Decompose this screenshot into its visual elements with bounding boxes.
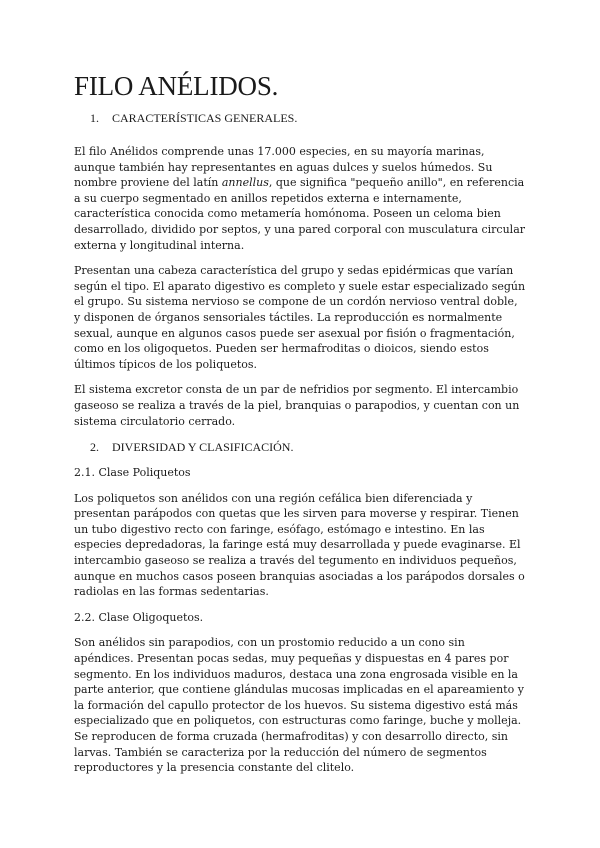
section-heading-diversity	[90, 439, 526, 455]
paragraph-text-cont: , que significa "pequeño anillo", en referencia a su cuerpo segmentado en anillos repetidos externa e internamente, característica conocida como metamería homónoma. Poseen un celoma bien desarrollado, dividido por septos, y una pared corporal con musculatura circular externa y longitudinal interna.	[74, 176, 526, 252]
paragraph-poliquetos: Los poliquetos son anélidos con una región cefálica bien diferenciada y presentan parápodos con quetas que les sirven para moverse y respirar. Tienen un tubo digestivo recto con faringe, esófago, estómago e intestino. En las especies depredadoras, la faringe está muy desarrollada y puede evaginarse. El intercambio gaseoso se realiza a través del tegumento en individuos pequeños, aunque en muchos casos poseen branquias asociadas a los parápodos dorsales o radiolas en las formas sedentarias.	[74, 491, 525, 599]
section-title: DIVERSIDAD Y CLASIFICACIÓN.	[112, 440, 294, 455]
page-title: FILO ANÉLIDOS.	[74, 71, 279, 101]
latin-term: annellus	[221, 176, 269, 190]
paragraph-text: El filo Anélidos comprende unas 17.000 especies, en su mayoría marinas, aunque también hay representantes en aguas dulces y suelos húmedos. Su nombre proviene del latín	[74, 145, 493, 190]
paragraph-oligoquetos: Son anélidos sin parapodios, con un prostomio reducido a un cono sin apéndices. Presentan pocas sedas, muy pequeñas y dispuestas en 4 pares por segmento. En los individuos maduros, destaca una zona engrosada visible en la parte anterior, que contiene glándulas mucosas implicadas en el apareamiento y la formación del capullo protector de los huevos. Su sistema digestivo está más especializado que en poliquetos, con estructuras como faringe, buche y molleja. Se reproducen de forma cruzada (hermafroditas) y con desarrollo directo, sin larvas. También se caracteriza por la reducción del número de segmentos reproductores y la presencia constante del clitelo.	[74, 636, 524, 775]
paragraph-general-excretion: El sistema excretor consta de un par de nefridios por segmento. El intercambio gaseoso se realiza a través de la piel, branquias o parapodios, y cuentan con un sistema circulatorio cerrado.	[74, 383, 520, 428]
paragraph-general-anatomy: Presentan una cabeza característica del grupo y sedas epidérmicas que varían según el tipo. El aparato digestivo es completo y suele estar especializado según el grupo. Su sistema nervioso se compone de un cordón nervioso ventral doble, y disponen de órganos sensoriales táctiles. La reproducción es normalmente sexual, aunque en algunos casos puede ser asexual por fisión o fragmentación, como en los oligoquetos. Pueden ser hermafroditas o dioicos, siendo estos últimos típicos de los poliquetos.	[74, 264, 526, 371]
section-heading-general	[90, 110, 526, 126]
section-number: 2.	[90, 440, 99, 455]
paragraph-general-intro	[74, 144, 526, 253]
subsection-heading-oligoquetos: 2.2. Clase Oligoquetos.	[74, 610, 204, 624]
subsection-heading-poliquetos: 2.1. Clase Poliquetos	[74, 466, 191, 480]
section-number: 1.	[90, 111, 99, 125]
section-title: CARACTERÍSTICAS GENERALES.	[112, 111, 298, 125]
